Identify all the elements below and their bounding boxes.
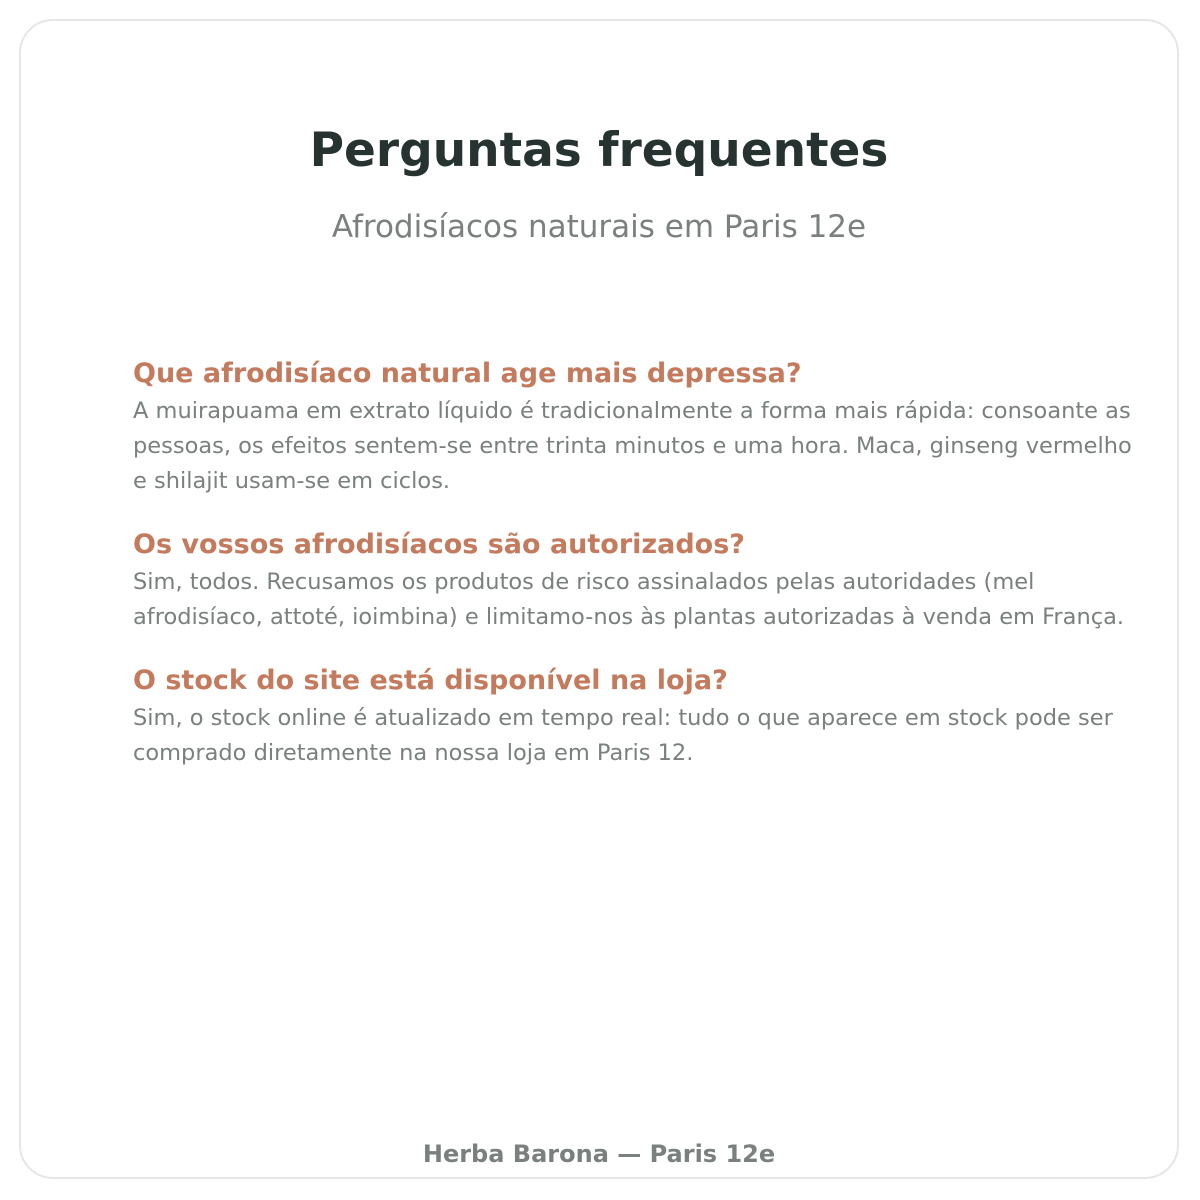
faq-question: Que afrodisíaco natural age mais depressa? [133, 358, 802, 389]
page-subtitle: Afrodisíacos naturais em Paris 12e [331, 209, 867, 245]
faq-item [133, 525, 1133, 635]
faq-list [133, 354, 1133, 797]
faq-question: O stock do site está disponível na loja? [133, 665, 728, 696]
faq-answer: Sim, todos. Recusamos os produtos de risco assinalados pelas autoridades (mel afrodisíaco, attoté, ioimbina) e limitamo-nos às plantas autorizadas à venda em França. [133, 569, 1125, 630]
faq-answer: Sim, o stock online é atualizado em tempo real: tudo o que aparece em stock pode ser comprado diretamente na nossa loja em Paris 12. [133, 705, 1113, 766]
faq-item [133, 354, 1133, 499]
faq-question: Os vossos afrodisíacos são autorizados? [133, 529, 745, 560]
faq-item [133, 661, 1133, 771]
faq-card [19, 19, 1179, 1179]
page-title: Perguntas frequentes [309, 123, 889, 178]
footer-brand: Herba Barona — Paris 12e [422, 1140, 776, 1168]
faq-answer: A muirapuama em extrato líquido é tradicionalmente a forma mais rápida: consoante as pessoas, os efeitos sentem-se entre trinta minutos e uma hora. Maca, ginseng vermelho e shilajit usam-se em ciclos. [133, 398, 1132, 494]
